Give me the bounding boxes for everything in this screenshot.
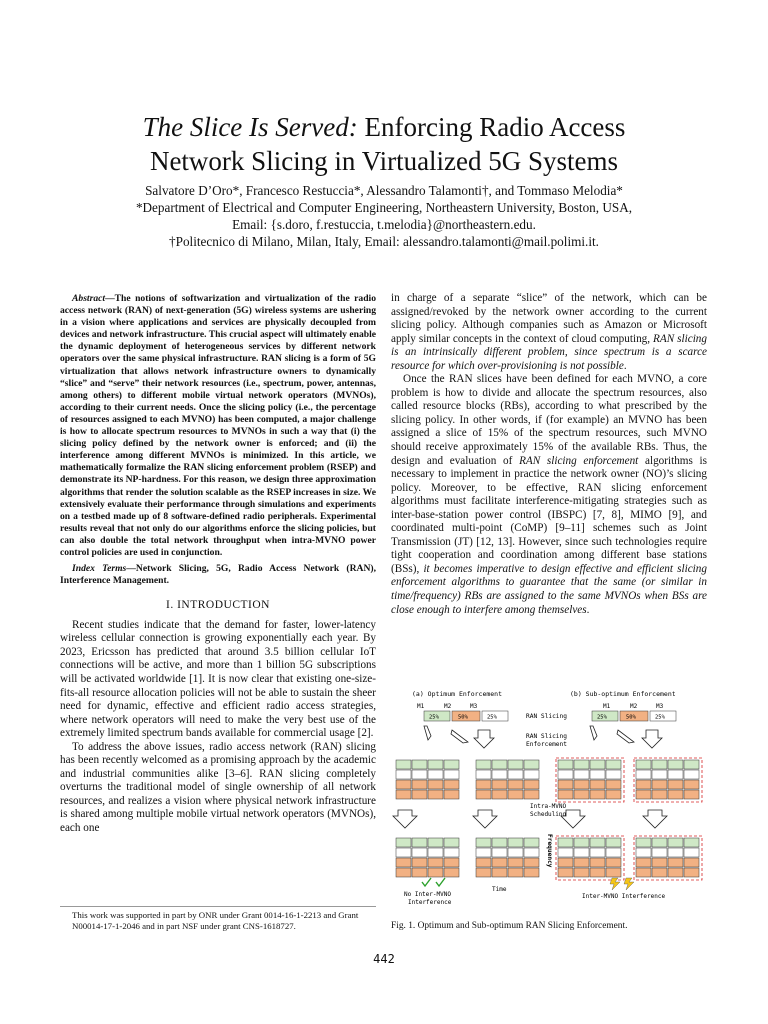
index-terms-label: Index Terms	[72, 563, 127, 575]
grid-cell	[412, 760, 427, 769]
rp1-c: .	[623, 359, 627, 372]
index-terms	[60, 563, 376, 587]
grid-cell	[396, 838, 411, 847]
grid-cell	[668, 770, 683, 779]
intro-paragraph-1: Recent studies indicate that the demand for faster, lower-latency wireless cellular connection is growing exponentially each year. By 2023, Ericsson has predicted that around 3.5 billion cellular IoT connections will be active, and more than 1 billion 5G subscriptions will be activated worldwide [1]. It is now clear that existing one-size-fits-all resource allocation policies will not be able to sustain the sheer need for dynamic, effective and efficient radio access strategies, where network operators will need to make the very best use of the extremely limited spectrum bands available for commercial usage [2].	[60, 618, 376, 740]
grid-cell	[492, 858, 507, 867]
intra-mvno-label-2: Scheduling	[530, 811, 567, 818]
grid-cell	[574, 780, 589, 789]
grid-cell	[444, 838, 459, 847]
grid-cell	[574, 770, 589, 779]
author-block	[40, 182, 728, 250]
grid-cell	[396, 848, 411, 857]
grid-cell	[444, 848, 459, 857]
grid-cell	[668, 838, 683, 847]
grid-cell	[668, 760, 683, 769]
grid-cell	[428, 838, 443, 847]
grid-cell	[606, 848, 621, 857]
author-names: Salvatore D’Oro*, Francesco Restuccia*, Alessandro Talamonti†, and Tommaso Melodia*	[145, 183, 623, 198]
grid-cell	[492, 780, 507, 789]
grid-cell	[606, 760, 621, 769]
figure-label-a: (a) Optimum Enforcement	[412, 690, 503, 698]
grid-cell	[508, 838, 523, 847]
grid-cell	[412, 790, 427, 799]
grid-cell	[428, 780, 443, 789]
paper-title	[40, 110, 728, 178]
grid-cell	[444, 780, 459, 789]
grid-cell	[590, 838, 605, 847]
grid-cell	[428, 760, 443, 769]
grid-cell	[524, 780, 539, 789]
share-a3: 25%	[487, 714, 497, 721]
rp2-e: .	[586, 603, 590, 616]
mvno-label-b2: M2	[630, 703, 638, 710]
grid-cell	[396, 858, 411, 867]
grid-cell	[428, 790, 443, 799]
grid-cell	[524, 838, 539, 847]
grid-cell	[636, 868, 651, 877]
frequency-label: Frequency	[546, 834, 553, 868]
intra-mvno-label-1: Intra-MVNO	[530, 803, 567, 810]
grid-cell	[508, 848, 523, 857]
share-a2: 50%	[458, 714, 468, 721]
title-italic: The Slice Is Served:	[142, 112, 358, 142]
grid-cell	[492, 838, 507, 847]
grid-cell	[428, 770, 443, 779]
grid-cell	[574, 790, 589, 799]
grid-cell	[636, 838, 651, 847]
grid-cell	[590, 780, 605, 789]
grid-cell	[524, 770, 539, 779]
grid-cell	[396, 770, 411, 779]
grid-cell	[652, 760, 667, 769]
grid-cell	[606, 838, 621, 847]
grid-cell	[606, 858, 621, 867]
grid-cell	[476, 868, 491, 877]
rp2-c: algorithms is necessary to implement in practice the network owner (NO)’s slicing policy. Moreover, to be effective, RAN slicing enforcement algorithms must facilitate interference-mitigating strategies such as inter-base-station power control (IBSPC) [7, 8], MIMO [9], and coordinated multi-point (CoMP) [9–11] schemes such as Joint Transmission (JT) [12, 13]. However, since such technologies require tight cooperation and coordination among different base stations (BSs),	[391, 454, 707, 575]
grid-cell	[684, 858, 699, 867]
grid-cell	[412, 858, 427, 867]
grid-cell	[606, 790, 621, 799]
grid-cell	[636, 780, 651, 789]
grid-cell	[524, 858, 539, 867]
rp2-emphasis-2: it becomes imperative to design effective and efficient slicing enforcement algorithms to guarantee that the same (or similar in time/frequency) RBs are assigned to the same MVNOs when BSs are close enough to interfere among themselves	[391, 562, 707, 616]
ran-enforcement-label-2: Enforcement	[526, 741, 567, 748]
grid-cell	[476, 838, 491, 847]
grid-cell	[492, 770, 507, 779]
right-column	[391, 292, 707, 617]
grid-cell	[684, 760, 699, 769]
grid-cell	[636, 848, 651, 857]
abstract-label: Abstract	[72, 293, 106, 304]
grid-cell	[636, 760, 651, 769]
grid-cell	[428, 848, 443, 857]
grid-cell	[574, 838, 589, 847]
affiliation-1: *Department of Electrical and Computer Engineering, Northeastern University, Boston, USA,	[135, 200, 633, 215]
grid-cell	[684, 868, 699, 877]
grid-cell	[476, 790, 491, 799]
time-label: Time	[492, 886, 507, 893]
grid-cell	[606, 780, 621, 789]
grid-cell	[636, 790, 651, 799]
grid-cell	[508, 858, 523, 867]
no-inter-label-2: Interference	[408, 899, 452, 906]
grid-cell	[574, 760, 589, 769]
index-terms-text: —Network Slicing, 5G, Radio Access Network (RAN), Interference Management.	[60, 563, 376, 587]
grid-cell	[652, 858, 667, 867]
grid-cell	[444, 790, 459, 799]
grid-cell	[558, 858, 573, 867]
grid-cell	[558, 770, 573, 779]
grid-cell	[684, 838, 699, 847]
grid-cell	[524, 790, 539, 799]
rp2-a: Once the RAN slices have been defined for each MVNO, a core problem is how to divide and allocate the spectrum resources, also called resource blocks (RBs), according to what prescribed by the slicing policy. In other words, if (for example) an MVNO has been assigned a slice of 15% of the spectrum resources, such MVNO should receive approximately 15% of the available RBs. Thus, the design and evaluation of	[391, 373, 707, 467]
share-a1: 25%	[429, 714, 439, 721]
affiliation-2: †Politecnico di Milano, Milan, Italy, Email: alessandro.talamonti@mail.polimi.it.	[169, 234, 599, 249]
right-paragraph-2	[391, 373, 707, 617]
grid-cell	[606, 770, 621, 779]
figure-caption: Fig. 1. Optimum and Sub-optimum RAN Slicing Enforcement.	[391, 921, 628, 931]
grid-cell	[574, 868, 589, 877]
slice-bar-a	[417, 703, 508, 721]
footnote-text: This work was supported in part by ONR under Grant 0014-16-1-2213 and Grant N00014-17-1-2046 and in part NSF under grant CNS-1618727.	[72, 910, 359, 931]
grid-cell	[636, 858, 651, 867]
grid-cell	[558, 780, 573, 789]
grid-cell	[412, 838, 427, 847]
grid-cell	[652, 868, 667, 877]
inter-mvno-label: Inter-MVNO Interference	[582, 893, 666, 900]
grid-cell	[558, 848, 573, 857]
grid-cell	[508, 868, 523, 877]
grid-cell	[684, 790, 699, 799]
grid-cell	[590, 790, 605, 799]
grid-cell	[444, 868, 459, 877]
ran-slicing-label: RAN Slicing	[526, 713, 567, 720]
grid-cell	[524, 848, 539, 857]
slice-bar-b	[592, 703, 676, 721]
grid-cell	[636, 770, 651, 779]
grid-cell	[668, 858, 683, 867]
grid-cell	[668, 780, 683, 789]
grid-cell	[574, 858, 589, 867]
grid-cell	[396, 868, 411, 877]
grid-cell	[492, 790, 507, 799]
figure-1	[390, 686, 710, 916]
grid-cell	[476, 848, 491, 857]
section-heading: I. INTRODUCTION	[166, 599, 270, 612]
mvno-label-a1: M1	[417, 703, 425, 710]
grid-cell	[444, 760, 459, 769]
left-column	[60, 293, 376, 836]
grid-cell	[476, 780, 491, 789]
grid-cell	[492, 868, 507, 877]
footnote	[60, 906, 376, 932]
rp1-a: in charge of a separate “slice” of the network, which can be assigned/revoked by the network owner according to the current slicing policy. Although companies such as Amazon or Microsoft apply similar concepts in the context of cloud computing,	[391, 292, 707, 345]
check-marks	[422, 878, 445, 886]
grid-cell	[590, 858, 605, 867]
grid-cell	[558, 838, 573, 847]
grid-cell	[412, 868, 427, 877]
grid-cell	[396, 780, 411, 789]
grid-cell	[524, 868, 539, 877]
grid-cell	[684, 780, 699, 789]
grid-cell	[444, 858, 459, 867]
rp2-emphasis-1: RAN slicing enforcement	[519, 454, 639, 467]
grid-cell	[590, 868, 605, 877]
grid-cell	[428, 858, 443, 867]
page-number: 442	[373, 952, 395, 966]
ran-enforcement-label-1: RAN Slicing	[526, 733, 567, 740]
grid-cell	[574, 848, 589, 857]
grid-cell	[652, 848, 667, 857]
grid-cell	[668, 790, 683, 799]
grid-cell	[684, 770, 699, 779]
figure-svg	[390, 686, 710, 916]
share-b3: 25%	[655, 714, 665, 721]
share-b1: 25%	[597, 714, 607, 721]
no-inter-label-1: No Inter-MVNO	[404, 891, 451, 898]
grid-cell	[652, 780, 667, 789]
grid-cell	[476, 760, 491, 769]
grid-cell	[668, 868, 683, 877]
mvno-label-b1: M1	[603, 703, 611, 710]
grid-cell	[508, 790, 523, 799]
grid-cell	[476, 858, 491, 867]
grid-cell	[508, 770, 523, 779]
grid-cell	[590, 848, 605, 857]
grid-cell	[684, 848, 699, 857]
grid-cell	[396, 760, 411, 769]
grid-cell	[590, 760, 605, 769]
intro-paragraph-2: To address the above issues, radio access network (RAN) slicing has been recently welcomed as a promising approach by the academic and industrial communities alike [3–6]. RAN slicing completely overturns the traditional model of single ownership of all network resources, and realizes a vision where physical network infrastructure is shared among multiple mobile virtual network operators (MVNOs), each one	[60, 740, 376, 834]
grid-cell	[652, 790, 667, 799]
grid-cell	[558, 868, 573, 877]
right-paragraph-1	[391, 292, 707, 373]
email-1: Email: {s.doro, f.restuccia, t.melodia}@northeastern.edu.	[232, 217, 536, 232]
rp1-emphasis: RAN slicing is an intrinsically different problem, since spectrum is a scarce resource for which over-provisioning is not possible	[391, 332, 707, 372]
grid-cell	[508, 780, 523, 789]
grid-cell	[590, 770, 605, 779]
grid-cell	[492, 760, 507, 769]
grid-cell	[492, 848, 507, 857]
grid-cell	[412, 780, 427, 789]
grid-cell	[412, 770, 427, 779]
mvno-label-a3: M3	[470, 703, 478, 710]
grid-cell	[508, 760, 523, 769]
title-line1: Enforcing Radio Access	[357, 112, 626, 142]
grid-cell	[444, 770, 459, 779]
lightning-icons	[610, 878, 634, 890]
grid-cell	[668, 848, 683, 857]
grid-cell	[476, 770, 491, 779]
grid-cell	[558, 790, 573, 799]
mvno-label-a2: M2	[444, 703, 452, 710]
grid-cell	[652, 838, 667, 847]
grid-cell	[428, 868, 443, 877]
abstract-text: —The notions of softwarization and virtualization of the radio access network (RAN) of next-generation (5G) wireless systems are ushering in a vision where applications and services are physically decoupled from devices and network infrastructure. This crucial aspect will ultimately enable the dynamic deployment of heterogeneous services by different network operators over the same physical infrastructure. RAN slicing is a form of 5G virtualization that allows network infrastructure owners to dynamically “slice” and “serve” their network resources (i.e., spectrum, power, antennas, among others) to different mobile virtual network operators (MVNOs), according to their current needs. Once the slicing policy (i.e., the percentage of resources assigned to each MVNO) has been computed, a major challenge is how to allocate spectrum resources to MVNOs in such a way that (i) the slicing policy defined by the network owner is enforced; and (ii) the interference among different MVNOs is minimized. In this article, we mathematically formalize the RAN slicing enforcement problem (RSEP) and demonstrate its NP-hardness. For this reason, we design three approximation algorithms that render the solution scalable as the RSEP increases in size. We extensively evaluate their performance through simulations and experiments on a testbed made up of 8 software-defined radio peripherals. Experimental results reveal that not only do our algorithms enforce the slicing policies, but can also double the total network throughput when intra-MVNO power control policies are used in conjunction.	[60, 293, 376, 558]
grid-cell	[606, 868, 621, 877]
mvno-label-b3: M3	[656, 703, 664, 710]
figure-label-b: (b) Sub-optimum Enforcement	[570, 690, 676, 698]
share-b2: 50%	[626, 714, 636, 721]
grid-cell	[524, 760, 539, 769]
grid-cell	[396, 790, 411, 799]
grid-cell	[558, 760, 573, 769]
title-line2: Network Slicing in Virtualized 5G Systems	[149, 146, 619, 176]
grid-cell	[652, 770, 667, 779]
abstract	[60, 293, 376, 559]
grid-cell	[412, 848, 427, 857]
